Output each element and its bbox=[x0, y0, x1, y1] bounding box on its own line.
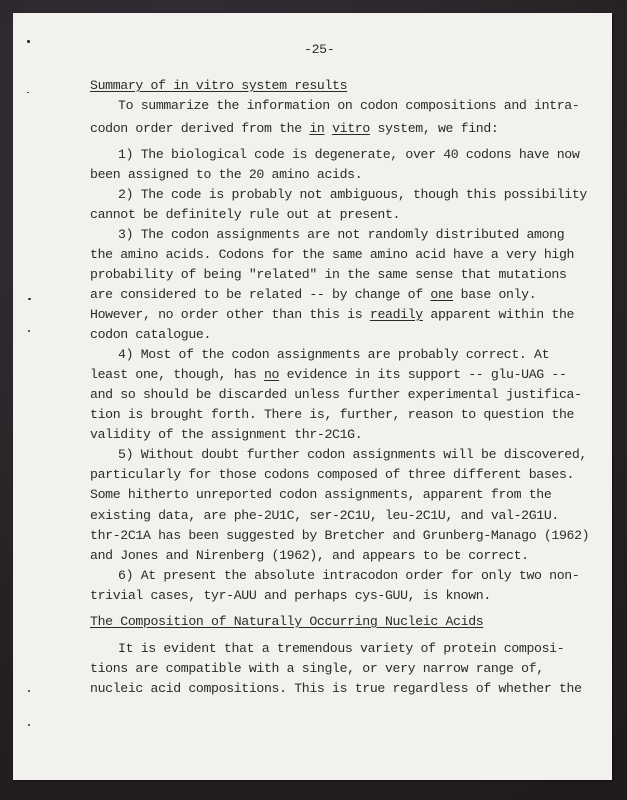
item-4-line: 4) Most of the codon assignments are probably correct. At bbox=[118, 347, 550, 362]
item-3-text: are considered to be related -- by change of bbox=[90, 287, 431, 302]
item-3-line: 3) The codon assignments are not randomly distributed among bbox=[118, 227, 565, 242]
item-5-line: 5) Without doubt further codon assignments will be discovered, bbox=[118, 447, 587, 462]
item-3-line: probability of being "related" in the same sense that mutations bbox=[90, 267, 567, 282]
underlined-readily: readily bbox=[369, 307, 423, 322]
intro-line bbox=[90, 121, 499, 136]
margin-mark bbox=[27, 40, 30, 43]
item-6-line: trivial cases, tyr-AUU and perhaps cys-GUU, is known. bbox=[90, 588, 491, 603]
margin-mark bbox=[27, 92, 29, 93]
margin-mark bbox=[28, 690, 30, 692]
item-5-line: existing data, are phe-2U1C, ser-2C1U, leu-2C1U, and val-2G1U. bbox=[90, 508, 559, 523]
item-4-text: evidence in its support -- glu-UAG -- bbox=[279, 367, 567, 382]
item-3-line bbox=[90, 287, 536, 302]
intro-text: codon order derived from the bbox=[90, 121, 310, 136]
space bbox=[325, 121, 333, 136]
item-4-line: and so should be discarded unless further experimental justifica- bbox=[90, 387, 582, 402]
intro-line: To summarize the information on codon compositions and intra- bbox=[118, 98, 580, 113]
paragraph-line: tions are compatible with a single, or very narrow range of, bbox=[90, 661, 544, 676]
item-4-line: tion is brought forth. There is, further, reason to question the bbox=[90, 407, 575, 422]
underlined-in: in bbox=[309, 121, 325, 136]
item-2-line: cannot be definitely rule out at present. bbox=[90, 207, 401, 222]
underlined-vitro: vitro bbox=[332, 121, 370, 136]
intro-text: system, we find: bbox=[369, 121, 499, 136]
item-4-line: validity of the assignment thr-2C1G. bbox=[90, 427, 363, 442]
item-3-line: codon catalogue. bbox=[90, 327, 212, 342]
item-5-line: Some hitherto unreported codon assignments, apparent from the bbox=[90, 487, 552, 502]
item-3-text: base only. bbox=[453, 287, 537, 302]
paragraph-line: It is evident that a tremendous variety of protein composi- bbox=[118, 641, 565, 656]
item-5-line: thr-2C1A has been suggested by Bretcher and Grunberg-Manago (1962) bbox=[90, 528, 590, 543]
item-5-line: particularly for those codons composed of three different bases. bbox=[90, 467, 575, 482]
paragraph-line: nucleic acid compositions. This is true regardless of whether the bbox=[90, 681, 582, 696]
margin-mark bbox=[28, 724, 30, 726]
section-heading-composition: The Composition of Naturally Occurring Nucleic Acids bbox=[90, 614, 484, 629]
item-6-line: 6) At present the absolute intracodon order for only two non- bbox=[118, 568, 580, 583]
item-2-line: 2) The code is probably not ambiguous, though this possibility bbox=[118, 187, 587, 202]
item-4-text: least one, though, has bbox=[90, 367, 264, 382]
item-1-line: been assigned to the 20 amino acids. bbox=[90, 167, 363, 182]
underlined-one: one bbox=[430, 287, 454, 302]
margin-mark bbox=[28, 330, 30, 332]
item-3-text: However, no order other than this is bbox=[90, 307, 370, 322]
item-3-text: apparent within the bbox=[422, 307, 575, 322]
item-4-line bbox=[90, 367, 567, 382]
section-heading-summary: Summary of in vitro system results bbox=[90, 78, 348, 93]
margin-mark bbox=[28, 298, 31, 300]
item-1-line: 1) The biological code is degenerate, over 40 codons have now bbox=[118, 147, 580, 162]
page-number: -25- bbox=[304, 42, 335, 57]
item-5-line: and Jones and Nirenberg (1962), and appears to be correct. bbox=[90, 548, 529, 563]
item-3-line: the amino acids. Codons for the same amino acid have a very high bbox=[90, 247, 575, 262]
item-3-line bbox=[90, 307, 574, 322]
underlined-no: no bbox=[263, 367, 280, 382]
